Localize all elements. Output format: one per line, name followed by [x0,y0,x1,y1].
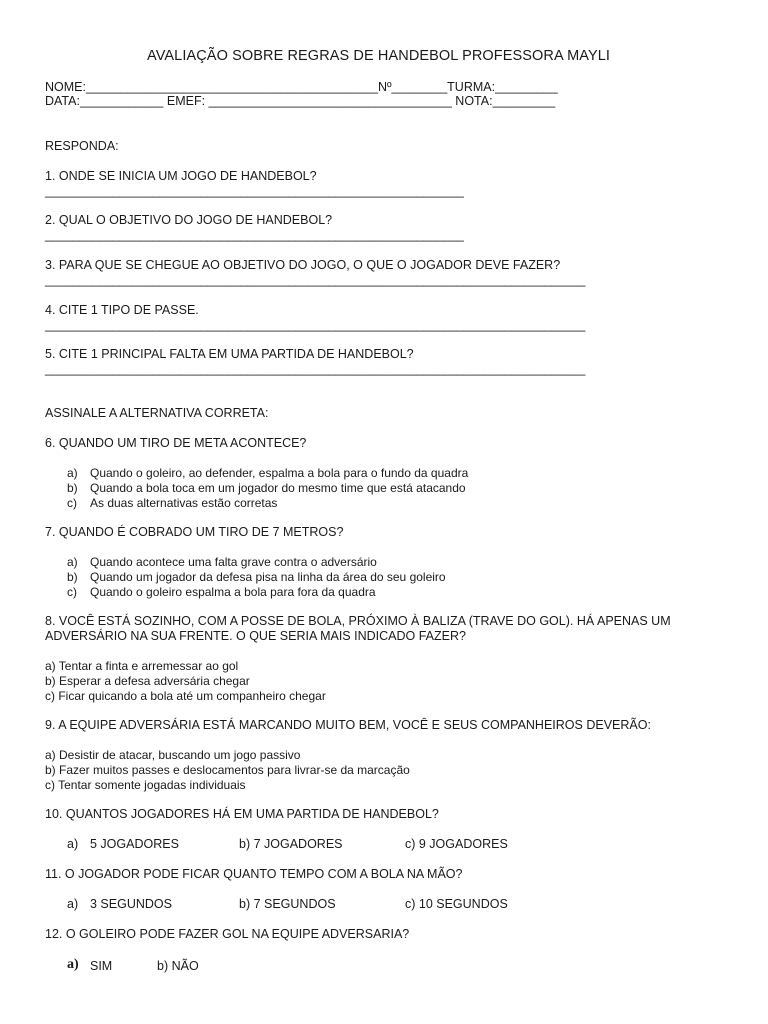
q7-option-a: a) Quando acontece uma falta grave contra o adversário [67,555,377,569]
q12-option-a: SIM [90,959,113,973]
q8-option-a: a) Tentar a finta e arremessar ao gol [45,659,239,673]
q10-option-c: c) 9 JOGADORES [405,837,508,851]
page-title: AVALIAÇÃO SOBRE REGRAS DE HANDEBOL PROFESSORA MAYLI [147,48,611,64]
q8-option-c: c) Ficar quicando a bola até um companheiro chegar [45,689,326,703]
q7-option-b: b) Quando um jogador da defesa pisa na linha da área do seu goleiro [67,570,446,584]
question-8-line-2: ADVERSÁRIO NA SUA FRENTE. O QUE SERIA MAIS INDICADO FAZER? [45,629,466,643]
q12-options-row [0,958,768,978]
question-10: 10. QUANTOS JOGADORES HÁ EM UMA PARTIDA DE HANDEBOL? [45,807,439,821]
q11-option-b: b) 7 SEGUNDOS [239,897,336,911]
question-11: 11. O JOGADOR PODE FICAR QUANTO TEMPO COM A BOLA NA MÃO? [45,867,463,881]
question-4: 4. CITE 1 TIPO DE PASSE. [45,303,199,317]
question-3: 3. PARA QUE SE CHEGUE AO OBJETIVO DO JOGO, O QUE O JOGADOR DEVE FAZER? [45,258,561,272]
question-9: 9. A EQUIPE ADVERSÁRIA ESTÁ MARCANDO MUITO BEM, VOCÊ E SEUS COMPANHEIROS DEVERÃO: [45,718,651,732]
q10-option-b: b) 7 JOGADORES [239,837,343,851]
q11-option-a: 3 SEGUNDOS [90,897,172,911]
q10-option-a-letter: a) [67,837,79,851]
q6-option-a: a) Quando o goleiro, ao defender, espalma a bola para o fundo da quadra [67,466,469,480]
section-heading-respond: RESPONDA: [45,139,119,153]
q6-option-c: c) As duas alternativas estão corretas [67,496,278,510]
question-5: 5. CITE 1 PRINCIPAL FALTA EM UMA PARTIDA DE HANDEBOL? [45,347,414,361]
q7-option-c: c) Quando o goleiro espalma a bola para fora da quadra [67,585,376,599]
question-12: 12. O GOLEIRO PODE FAZER GOL NA EQUIPE ADVERSARIA? [45,927,410,941]
question-2: 2. QUAL O OBJETIVO DO JOGO DE HANDEBOL? [45,213,333,227]
q9-option-a: a) Desistir de atacar, buscando um jogo passivo [45,748,301,762]
answer-line-4: ________________________________________________________________________________ [45,318,586,332]
q10-option-a: 5 JOGADORES [90,837,179,851]
answer-line-1: ______________________________________________________________ [45,184,464,198]
answer-line-5: ________________________________________________________________________________ [45,362,586,376]
q12-option-b: b) NÃO [157,959,199,973]
q11-option-c: c) 10 SEGUNDOS [405,897,508,911]
question-7: 7. QUANDO É COBRADO UM TIRO DE 7 METROS? [45,525,344,539]
q9-option-b: b) Fazer muitos passes e deslocamentos para livrar-se da marcação [45,763,410,777]
q10-options-row [0,837,768,853]
header-line-date: DATA:____________ EMEF: ___________________________________ NOTA:_________ [45,94,556,108]
q8-option-b: b) Esperar a defesa adversária chegar [45,674,250,688]
question-6: 6. QUANDO UM TIRO DE META ACONTECE? [45,436,307,450]
answer-line-3: ________________________________________________________________________________ [45,273,586,287]
q12-option-a-letter: a) [67,957,79,972]
answer-line-2: ______________________________________________________________ [45,228,464,242]
q11-options-row [0,897,768,913]
question-1: 1. ONDE SE INICIA UM JOGO DE HANDEBOL? [45,169,317,183]
q11-option-a-letter: a) [67,897,79,911]
q9-option-c: c) Tentar somente jogadas individuais [45,778,246,792]
q6-option-b: b) Quando a bola toca em um jogador do mesmo time que está atacando [67,481,466,495]
question-8-line-1: 8. VOCÊ ESTÁ SOZINHO, COM A POSSE DE BOLA, PRÓXIMO À BALIZA (TRAVE DO GOL). HÁ APENAS UM [45,614,671,628]
header-line-name: NOME:__________________________________________Nº________TURMA:_________ [45,80,558,94]
section-heading-select: ASSINALE A ALTERNATIVA CORRETA: [45,406,269,420]
